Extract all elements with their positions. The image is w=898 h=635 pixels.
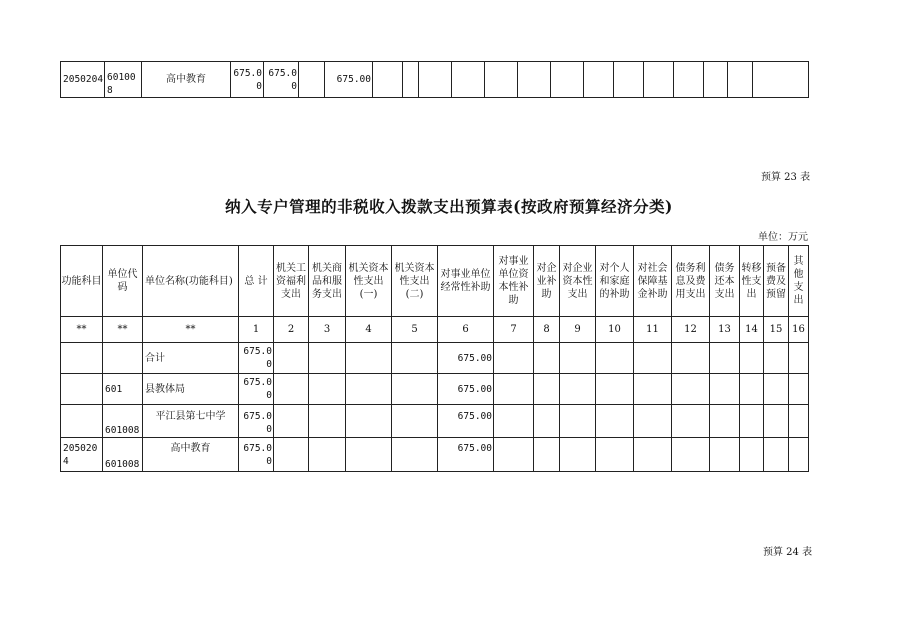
empty-cell xyxy=(494,343,534,374)
empty-cell xyxy=(309,343,346,374)
total-cell: 675.00 xyxy=(231,62,264,98)
empty-cell xyxy=(274,374,309,405)
header-c12: 债务利息及费用支出 xyxy=(672,246,710,317)
empty-cell xyxy=(704,62,728,98)
total-cell: 675.00 xyxy=(239,438,274,472)
empty-cell xyxy=(309,405,346,438)
empty-cell xyxy=(392,405,438,438)
col2-cell: 675.00 xyxy=(325,62,373,98)
empty-cell xyxy=(534,438,560,472)
empty-cell xyxy=(274,438,309,472)
table-row xyxy=(61,438,809,472)
func-code-cell xyxy=(61,343,103,374)
empty-cell xyxy=(674,62,704,98)
empty-cell xyxy=(309,438,346,472)
header-c9: 对企业资本性支出 xyxy=(560,246,596,317)
index-cell: 16 xyxy=(789,317,809,343)
total-cell: 675.00 xyxy=(239,405,274,438)
empty-cell xyxy=(710,438,740,472)
header-func-code: 功能科目 xyxy=(61,246,103,317)
unit-code-cell: 601008 xyxy=(103,438,143,472)
empty-cell xyxy=(596,343,634,374)
page-label-24: 预算 24 表 xyxy=(763,547,813,558)
empty-cell xyxy=(299,62,325,98)
empty-cell xyxy=(534,343,560,374)
unit-code-cell: 601008 xyxy=(105,62,142,98)
index-cell: 7 xyxy=(494,317,534,343)
empty-cell xyxy=(346,405,392,438)
empty-cell xyxy=(346,343,392,374)
header-total: 总 计 xyxy=(239,246,274,317)
empty-cell xyxy=(644,62,674,98)
empty-cell xyxy=(551,62,584,98)
empty-cell xyxy=(634,438,672,472)
header-c16: 其他支出 xyxy=(789,246,809,317)
header-c2: 机关工资福利支出 xyxy=(274,246,309,317)
empty-cell xyxy=(309,374,346,405)
index-cell: 15 xyxy=(764,317,789,343)
empty-cell xyxy=(560,374,596,405)
index-cell: ** xyxy=(103,317,143,343)
unit-code-cell: 601 xyxy=(103,374,143,405)
empty-cell xyxy=(614,62,644,98)
empty-cell xyxy=(419,62,452,98)
empty-cell xyxy=(485,62,518,98)
index-cell: 5 xyxy=(392,317,438,343)
empty-cell xyxy=(728,62,753,98)
unit-code-cell: 601008 xyxy=(103,405,143,438)
empty-cell xyxy=(789,374,809,405)
header-c7: 对事业单位资本性补助 xyxy=(494,246,534,317)
index-cell: 12 xyxy=(672,317,710,343)
empty-cell xyxy=(740,343,764,374)
c6-cell: 675.00 xyxy=(438,438,494,472)
unit-name-cell: 高中教育 xyxy=(142,62,231,98)
header-c15: 预备费及预留 xyxy=(764,246,789,317)
empty-cell xyxy=(764,343,789,374)
table-row xyxy=(61,374,809,405)
c6-cell: 675.00 xyxy=(438,374,494,405)
table-row xyxy=(61,343,809,374)
header-c8: 对企业补助 xyxy=(534,246,560,317)
empty-cell xyxy=(672,405,710,438)
c6-cell: 675.00 xyxy=(438,343,494,374)
empty-cell xyxy=(634,343,672,374)
table-row xyxy=(61,62,809,98)
empty-cell xyxy=(518,62,551,98)
index-cell: 13 xyxy=(710,317,740,343)
empty-cell xyxy=(740,438,764,472)
index-cell: 8 xyxy=(534,317,560,343)
unit-name-cell: 高中教育 xyxy=(143,438,239,472)
empty-cell xyxy=(452,62,485,98)
empty-cell xyxy=(534,374,560,405)
empty-cell xyxy=(584,62,614,98)
empty-cell xyxy=(672,374,710,405)
empty-cell xyxy=(764,374,789,405)
empty-cell xyxy=(789,405,809,438)
index-row xyxy=(61,317,809,343)
empty-cell xyxy=(560,438,596,472)
empty-cell xyxy=(672,438,710,472)
empty-cell xyxy=(346,438,392,472)
index-cell: 4 xyxy=(346,317,392,343)
unit-name-cell: 平江县第七中学 xyxy=(143,405,239,438)
empty-cell xyxy=(740,405,764,438)
empty-cell xyxy=(753,62,809,98)
header-unit-code: 单位代码 xyxy=(103,246,143,317)
empty-cell xyxy=(672,343,710,374)
empty-cell xyxy=(710,343,740,374)
empty-cell xyxy=(789,438,809,472)
table-row xyxy=(61,405,809,438)
empty-cell xyxy=(346,374,392,405)
empty-cell xyxy=(740,374,764,405)
empty-cell xyxy=(274,343,309,374)
func-code-cell xyxy=(61,405,103,438)
index-cell: ** xyxy=(143,317,239,343)
header-c5: 机关资本性支出(二) xyxy=(392,246,438,317)
empty-cell xyxy=(403,62,419,98)
col1-cell: 675.00 xyxy=(264,62,299,98)
header-row xyxy=(61,246,809,317)
empty-cell xyxy=(710,374,740,405)
header-unit-name: 单位名称(功能科目) xyxy=(143,246,239,317)
index-cell: 9 xyxy=(560,317,596,343)
c6-cell: 675.00 xyxy=(438,405,494,438)
empty-cell xyxy=(494,438,534,472)
total-cell: 675.00 xyxy=(239,374,274,405)
index-cell: 2 xyxy=(274,317,309,343)
unit-code-cell xyxy=(103,343,143,374)
unit-name-cell: 县教体局 xyxy=(143,374,239,405)
unit-name-cell: 合计 xyxy=(143,343,239,374)
empty-cell xyxy=(789,343,809,374)
empty-cell xyxy=(634,405,672,438)
func-code-cell: 2050204 xyxy=(61,62,105,98)
index-cell: 1 xyxy=(239,317,274,343)
header-c3: 机关商品和服务支出 xyxy=(309,246,346,317)
header-c13: 债务还本支出 xyxy=(710,246,740,317)
empty-cell xyxy=(560,405,596,438)
empty-cell xyxy=(534,405,560,438)
index-cell: 6 xyxy=(438,317,494,343)
empty-cell xyxy=(494,374,534,405)
page-label-23: 预算 23 表 xyxy=(761,172,811,183)
index-cell: 10 xyxy=(596,317,634,343)
empty-cell xyxy=(274,405,309,438)
header-c10: 对个人和家庭的补助 xyxy=(596,246,634,317)
header-c4: 机关资本性支出(一) xyxy=(346,246,392,317)
header-c11: 对社会保障基金补助 xyxy=(634,246,672,317)
empty-cell xyxy=(596,405,634,438)
index-cell: 14 xyxy=(740,317,764,343)
total-cell: 675.00 xyxy=(239,343,274,374)
unit-label: 单位：万元 xyxy=(758,232,808,243)
header-c14: 转移性支出 xyxy=(740,246,764,317)
page-title: 纳入专户管理的非税收入拨款支出预算表(按政府预算经济分类) xyxy=(225,197,673,216)
budget-table xyxy=(60,245,809,472)
func-code-cell xyxy=(61,374,103,405)
empty-cell xyxy=(392,438,438,472)
empty-cell xyxy=(710,405,740,438)
empty-cell xyxy=(634,374,672,405)
empty-cell xyxy=(596,438,634,472)
empty-cell xyxy=(373,62,403,98)
empty-cell xyxy=(764,405,789,438)
header-c6: 对事业单位经常性补助 xyxy=(438,246,494,317)
index-cell: 11 xyxy=(634,317,672,343)
index-cell: 3 xyxy=(309,317,346,343)
empty-cell xyxy=(596,374,634,405)
empty-cell xyxy=(560,343,596,374)
empty-cell xyxy=(392,343,438,374)
top-table xyxy=(60,61,809,98)
empty-cell xyxy=(494,405,534,438)
empty-cell xyxy=(764,438,789,472)
index-cell: ** xyxy=(61,317,103,343)
empty-cell xyxy=(392,374,438,405)
func-code-cell: 2050204 xyxy=(61,438,103,472)
